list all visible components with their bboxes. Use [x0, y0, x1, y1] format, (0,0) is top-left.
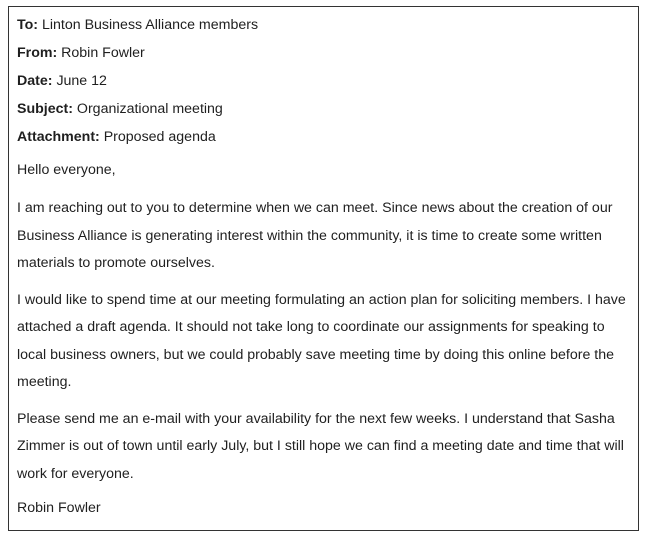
- from-value: Robin Fowler: [61, 45, 145, 61]
- memo-paragraph-1: I am reaching out to you to determine when we can meet. Since news about the creation of our Business Alliance is generating interest within the community, it is time to create some written materials to promote ourselves.: [17, 200, 613, 271]
- memo-to-line: [17, 15, 626, 35]
- memo-attachment-line: [17, 127, 626, 147]
- memo-signature: Robin Fowler: [17, 500, 101, 516]
- to-value: Linton Business Alliance members: [41, 17, 259, 33]
- memo-date-line: [17, 71, 626, 91]
- from-label: From:: [17, 45, 58, 61]
- memo-greeting: Hello everyone,: [17, 162, 116, 178]
- subject-value: Organizational meeting: [76, 101, 223, 117]
- attachment-label: Attachment:: [17, 129, 100, 145]
- memo-paragraph-3: Please send me an e-mail with your availability for the next few weeks. I understand that Sasha Zimmer is out of town until early July, but I still hope we can find a meeting date and time that will work for everyone.: [17, 410, 624, 482]
- memo-paragraph-2: I would like to spend time at our meeting formulating an action plan for soliciting members. I have attached a draft agenda. It should not take long to coordinate our assignments for speaking to local business owners, but we could probably save meeting time by doing this online before the meeting.: [17, 291, 626, 390]
- subject-label: Subject:: [17, 101, 73, 117]
- attachment-value: Proposed agenda: [103, 129, 216, 145]
- memo-subject-line: [17, 99, 626, 119]
- memo-from-line: [17, 43, 626, 63]
- date-value: June 12: [56, 73, 107, 89]
- date-label: Date:: [17, 73, 53, 89]
- memo-header: [17, 15, 626, 147]
- memo-document: [8, 6, 639, 531]
- to-label: To:: [17, 17, 39, 33]
